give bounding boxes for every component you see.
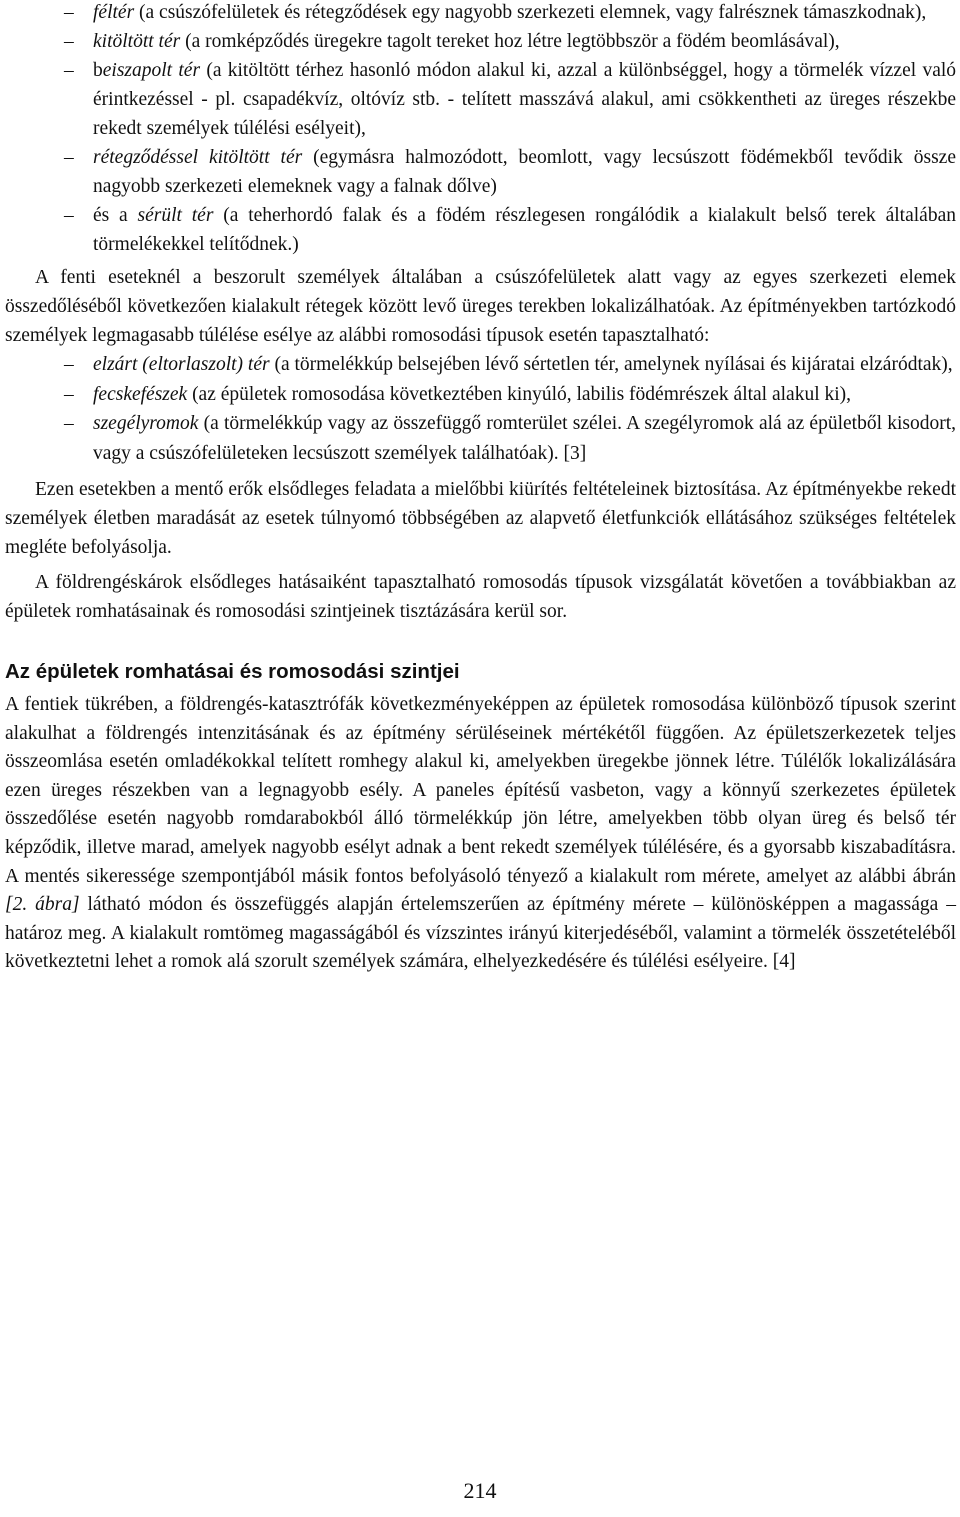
section-heading: Az épületek romhatásai és romosodási szintjei xyxy=(5,660,460,683)
rubble-space-list xyxy=(5,0,956,259)
paragraph: Ezen esetekben a mentő erők elsődleges feladata a mielőbbi kiürítés feltételeinek biztosítása. Az építményekbe rekedt személyek életben maradását az esetek túlnyomó többségében az alapvető életfunkciók ellátásához szükséges feltételek megléte befolyásolja. xyxy=(5,479,956,558)
list-item-text: (a törmelékkúp belsejében lévő sértetlen tér, amelynek nyílásai és kijáratai elzáródtak), xyxy=(269,354,953,375)
list-item xyxy=(5,201,956,259)
term: rétegződéssel kitöltött tér xyxy=(93,147,303,168)
list-dash: – xyxy=(64,31,74,52)
paragraph-text: A fentiek tükrében, a földrengés-katasztrófák következményeképpen az épületek romosodása különböző típusok szerint alakulhat a földrengés intenzitásának és az építmény sérüléseinek mértékétől függően. Az épületszerkezetek teljes összeomlása esetén omladékokkal telített romhegy alakul ki, amelyekben üregekbe jönnek létre. Túlélők lokalizálására ezen üreges részekben van a legnagyobb esély. A paneles építésű vasbeton, vagy a könnyű szerkezetes épületek összedőlése esetén nagyobb romdarabokból álló törmelékkúp jön létre, amelyekben több olyan üreg és belső tér képződik, illetve marad, amelyek nagyobb esélyt adnak a bent rekedt személyek túlélésére, és a gyorsabb kiszabadításra. A mentés sikeressége szempontjából másik fontos befolyásoló tényező a kialakult rom mérete, amelyet az alábbi ábrán xyxy=(5,694,956,887)
survival-space-list xyxy=(5,350,956,468)
term: sérült tér xyxy=(137,205,214,226)
paragraph-text: látható módon és összefüggés alapján értelemszerűen az építmény mérete – különösképpen a magassága – határoz meg. A kialakult romtömeg magasságából és vízszintes irányú kiterjedéséből, valamint a törmelék összetételéből következtetni lehet a romok alá szorult személyek számára, elhelyezkedésére és túlélési esélyeire. [4] xyxy=(5,894,956,973)
list-dash: – xyxy=(64,383,74,405)
term: elzárt (eltorlaszolt) tér xyxy=(93,354,270,375)
list-dash: – xyxy=(64,2,74,23)
term: szegélyromok xyxy=(93,413,199,434)
list-item xyxy=(5,56,956,143)
paragraph: A földrengéskárok elsődleges hatásaiként tapasztalható romosodás típusok vizsgálatát követően a továbbiakban az épületek romhatásainak és romosodási szintjeinek tisztázására kerül sor. xyxy=(5,572,956,622)
term: eiszapolt tér xyxy=(102,60,201,81)
list-item-text: (az épületek romosodása következtében kinyúló, labilis födémrészek által alakul ki), xyxy=(187,383,852,405)
list-item xyxy=(5,350,956,380)
list-dash: – xyxy=(64,60,74,81)
list-dash: – xyxy=(64,354,74,375)
term: féltér xyxy=(93,2,135,23)
list-dash: – xyxy=(64,413,74,434)
section-body xyxy=(5,691,956,977)
list-item-text: (a romképződés üregekre tagolt tereket hoz létre legtöbbször a födém beomlásával), xyxy=(180,31,840,52)
list-item xyxy=(5,0,956,27)
figure-reference: [2. ábra] xyxy=(5,894,80,916)
list-item-text: (egymásra halmozódott, beomlott, vagy lecsúszott födémekből tevődik össze nagyobb szerkezeti elemeknek vagy a falnak dőlve) xyxy=(93,147,956,197)
list-dash: – xyxy=(64,147,74,168)
list-item xyxy=(5,27,956,56)
term: fecskefészek xyxy=(93,383,188,405)
paragraph: A fenti eseteknél a beszorult személyek általában a csúszófelületek alatt vagy az egyes szerkezeti elemek összedőléséből következően kialakult rétegek között levő üreges terekben lokalizálhatóak. Az építményekben tartózkodó személyek legmagasabb túlélése esélye az alábbi romosodási típusok esetén tapasztalható: xyxy=(5,267,956,346)
paragraph xyxy=(5,691,956,977)
list-item-text: (a törmelékkúp vagy az összefüggő romterület szélei. A szegélyromok alá az épületből kisodort, vagy a csúszófelületeken lecsúszott személyek találhatóak). [3] xyxy=(93,413,956,464)
list-item xyxy=(5,380,956,410)
list-item-prefix: b xyxy=(93,60,103,81)
page-number: 214 xyxy=(463,1478,497,1503)
list-item-text: (a kitöltött térhez hasonló módon alakul ki, azzal a különbséggel, hogy a törmelék vízzel való érintkezéssel - pl. csapadékvíz, oltóvíz stb. - telített masszává alakul, ami csökkentheti az üreges részekbe rekedt személyek túlélési esélyeit), xyxy=(93,60,957,139)
list-item xyxy=(5,409,956,468)
list-item-text: (a teherhordó falak és a födém részlegesen rongálódik a kialakult belső terek általában törmelékekkel telítődnek.) xyxy=(93,205,956,255)
list-item-text: (a csúszófelületek és rétegződések egy nagyobb szerkezeti elemnek, vagy falrésznek támaszkodnak), xyxy=(134,2,927,23)
list-item-prefix: és a xyxy=(93,205,138,226)
list-item xyxy=(5,143,956,201)
term: kitöltött tér xyxy=(93,31,181,52)
document-page xyxy=(5,0,956,977)
list-dash: – xyxy=(64,205,74,226)
